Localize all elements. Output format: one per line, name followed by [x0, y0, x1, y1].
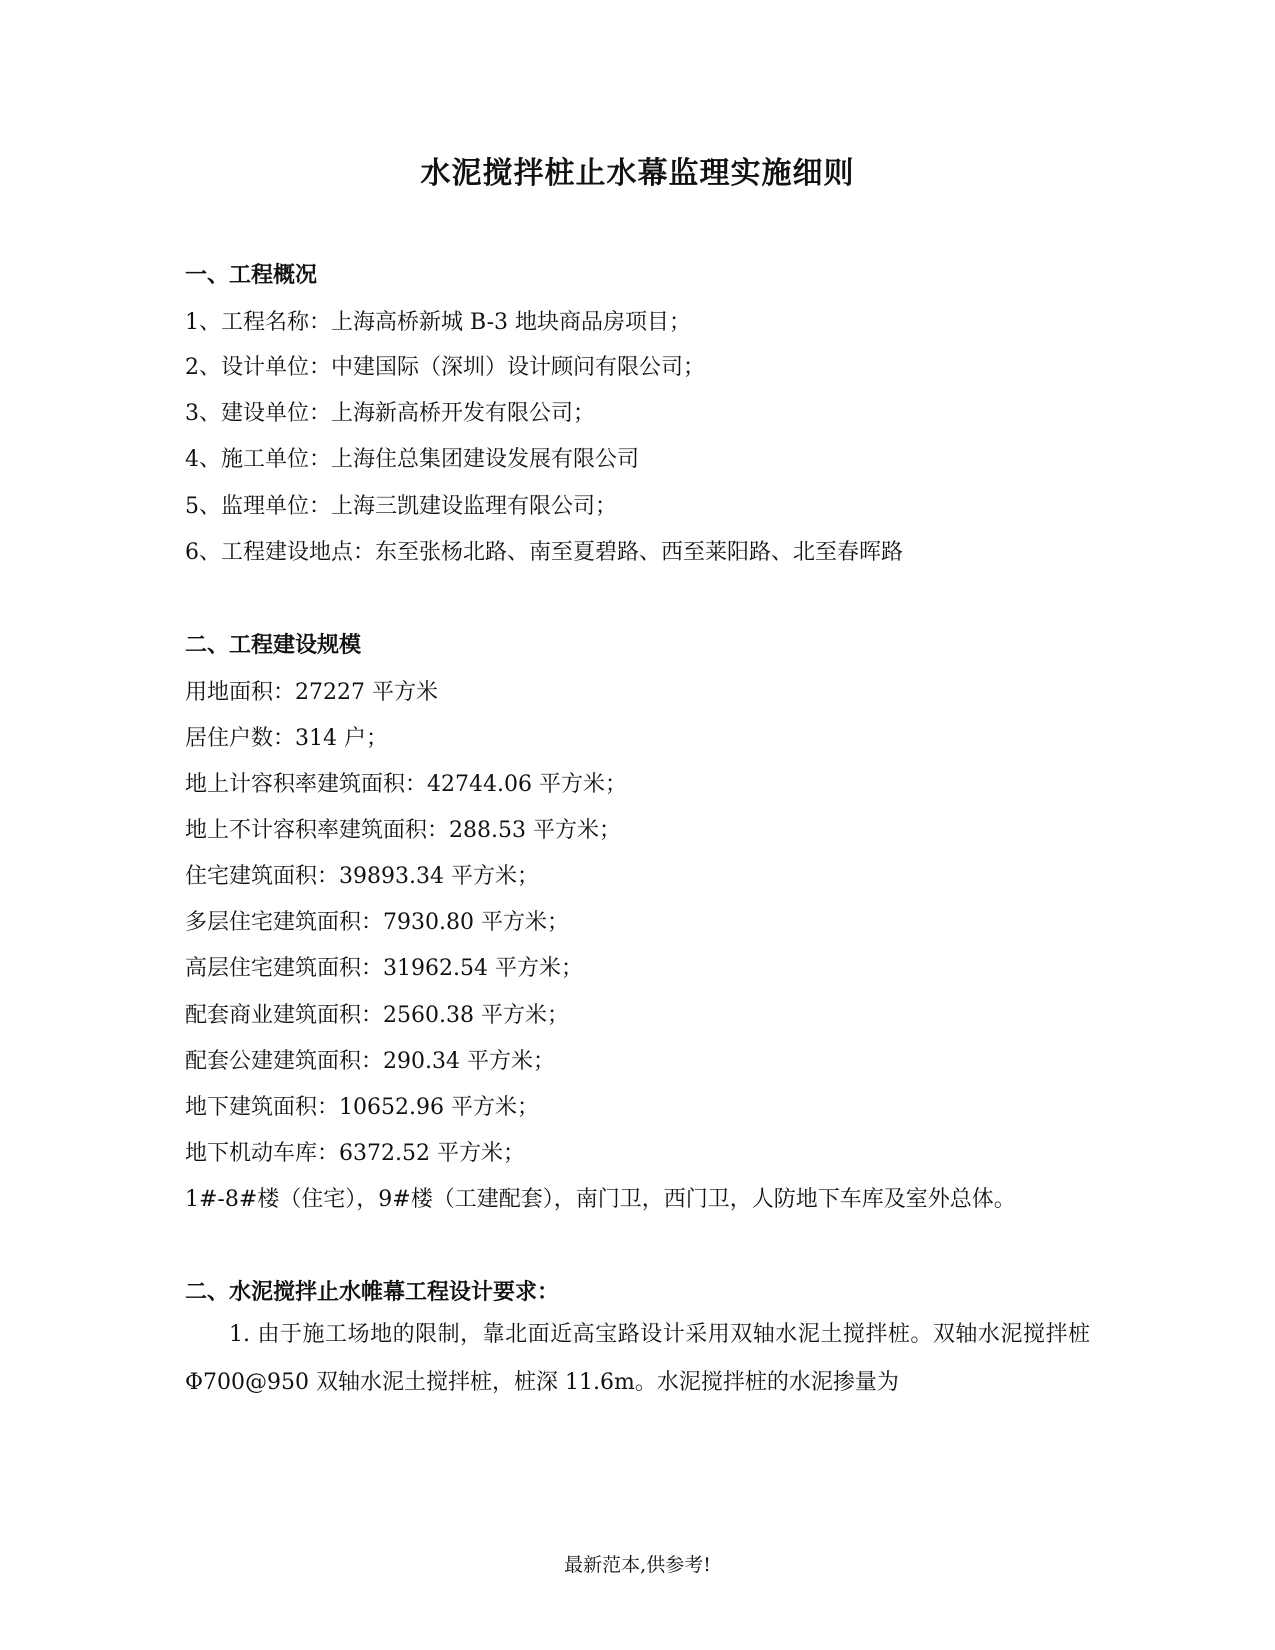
overview-line-6: 6、工程建设地点：东至张杨北路、南至夏碧路、西至莱阳路、北至春晖路: [185, 540, 903, 565]
document-title: 水泥搅拌桩止水幕监理实施细则: [420, 156, 855, 191]
scale-line-12: 1#-8#楼（住宅），9#楼（工建配套），南门卫，西门卫，人防地下车库及室外总体。: [185, 1187, 1016, 1212]
overview-line-1: 1、工程名称：上海高桥新城 B-3 地块商品房项目；: [185, 310, 691, 335]
scale-line-2: 居住户数：314 户；: [185, 726, 388, 751]
overview-line-3: 3、建设单位：上海新高桥开发有限公司；: [185, 401, 595, 426]
scale-line-5: 住宅建筑面积：39893.34 平方米；: [185, 864, 539, 889]
design-paragraph: 1. 由于施工场地的限制，靠北面近高宝路设计采用双轴水泥土搅拌桩。双轴水泥搅拌桩Φ700@950 双轴水泥土搅拌桩，桩深 11.6m。水泥搅拌桩的水泥掺量为: [185, 1322, 1090, 1395]
overview-line-2: 2、设计单位：中建国际（深圳）设计顾问有限公司；: [185, 355, 705, 380]
scale-line-7: 高层住宅建筑面积：31962.54 平方米；: [185, 956, 583, 981]
scale-line-3: 地上计容积率建筑面积：42744.06 平方米；: [185, 772, 627, 797]
scale-line-1: 用地面积：27227 平方米: [185, 680, 438, 705]
scale-line-10: 地下建筑面积：10652.96 平方米；: [185, 1095, 539, 1120]
scale-line-8: 配套商业建筑面积：2560.38 平方米；: [185, 1003, 569, 1028]
scale-line-6: 多层住宅建筑面积：7930.80 平方米；: [185, 910, 569, 935]
section-heading-scale: 二、工程建设规模: [185, 633, 362, 658]
overview-line-5: 5、监理单位：上海三凯建设监理有限公司；: [185, 494, 617, 519]
scale-line-11: 地下机动车库：6372.52 平方米；: [185, 1141, 525, 1166]
scale-line-9: 配套公建建筑面积：290.34 平方米；: [185, 1049, 555, 1074]
page-footer: 最新范本,供参考!: [564, 1554, 711, 1576]
section-heading-design: 二、水泥搅拌止水帷幕工程设计要求：: [185, 1280, 560, 1305]
scale-line-4: 地上不计容积率建筑面积：288.53 平方米；: [185, 818, 621, 843]
overview-line-4: 4、施工单位：上海住总集团建设发展有限公司: [185, 447, 639, 472]
section-heading-overview: 一、工程概况: [185, 263, 318, 288]
